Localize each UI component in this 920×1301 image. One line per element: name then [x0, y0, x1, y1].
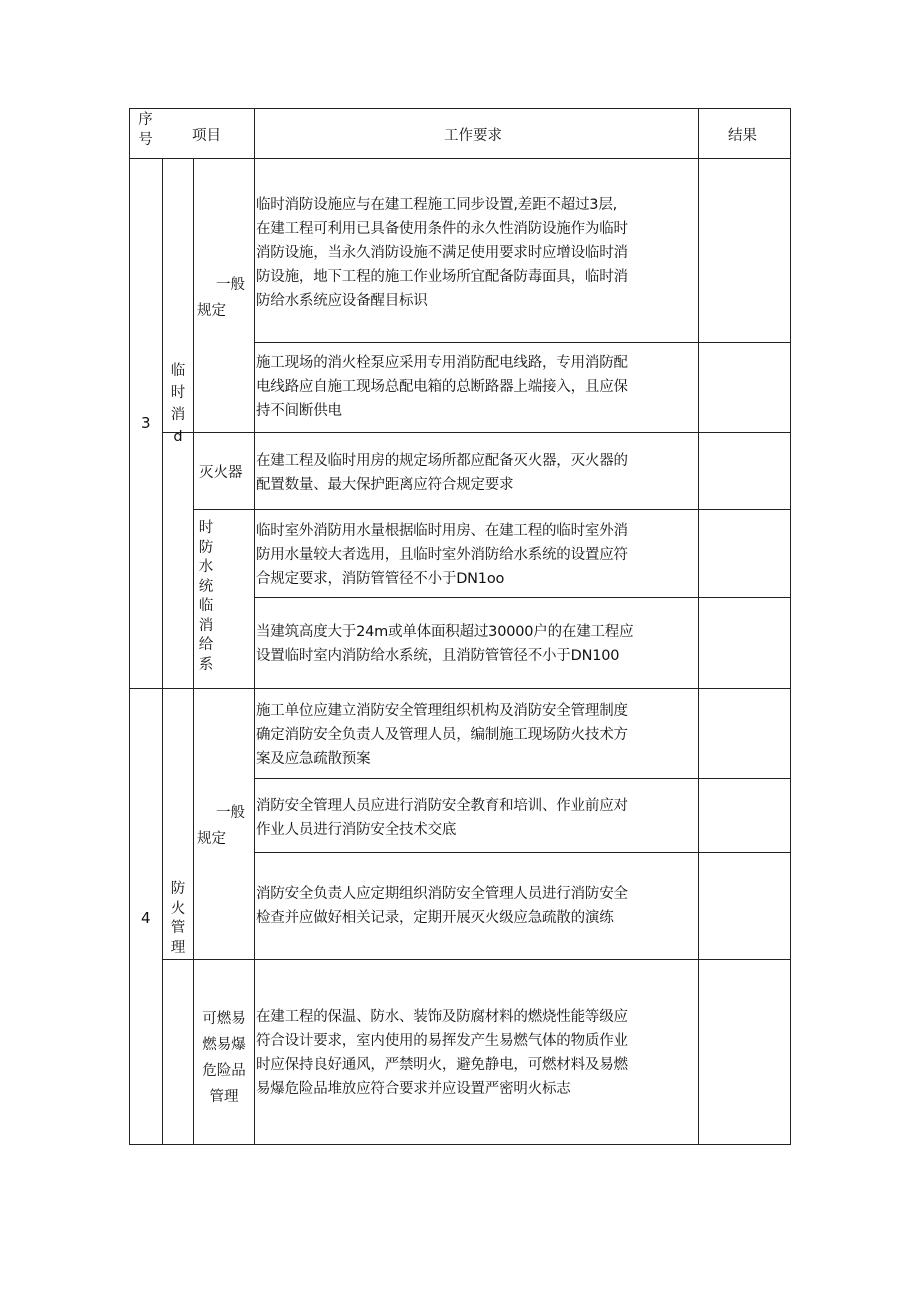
table-border-left: [129, 108, 130, 1145]
group-divider: [162, 959, 791, 960]
row-divider: [254, 597, 791, 598]
group-label-general: 一般 规定: [197, 805, 245, 847]
group-label-water-system: 时 防 水 统 临 消 给 系: [198, 520, 214, 673]
group-label-general: 一般 规定: [197, 277, 245, 319]
section-number: 4: [141, 909, 151, 927]
table-border-bottom: [129, 1144, 791, 1145]
requirement-text: 在建工程及临时用房的规定场所都应配备灭火器，灭火器的 配置数量、最大保护距离应符合规定要求: [256, 453, 628, 493]
header-requirement: 工作要求: [444, 128, 502, 144]
requirement-text: 消防安全管理人员应进行消防安全教育和培训、作业前应对 作业人员进行消防安全技术交底: [256, 798, 628, 838]
row-divider: [254, 852, 791, 853]
header-bottom-line: [129, 158, 791, 159]
requirement-text: 当建筑高度大于24m或单体面积超过30000户的在建工程应 设置临时室内消防给水系统，且消防管管径不小于DN100: [256, 624, 634, 664]
requirement-text: 临时消防设施应与在建工程施工同步设置,差距不超过3层, 在建工程可利用已具备使用条件的永久性消防设施作为临时 消防设施，当永久消防设施不满足使用要求时应增设临时消 防设施，地下工程的施工作业场所宜配备防毒面具，临时消 防给水系统应设备醒目标识: [256, 197, 628, 309]
table-border-top: [129, 108, 791, 109]
requirement-text: 施工现场的消火栓泵应采用专用消防配电线路，专用消防配 电线路应自施工现场总配电箱的总断路器上端接入，且应保 持不间断供电: [256, 355, 628, 419]
col-divider-seq: [162, 158, 163, 1145]
row-divider: [254, 342, 791, 343]
col-divider-item: [254, 108, 255, 1145]
requirement-text: 施工单位应建立消防安全管理组织机构及消防安全管理制度 确定消防安全负责人及管理人员，编制施工现场防火技术方 案及应急疏散预案: [256, 703, 628, 767]
requirement-text: 消防安全负责人应定期组织消防安全管理人员进行消防安全 检查并应做好相关记录，定期开展灭火级应急疏散的演练: [256, 886, 628, 926]
header-item: 项目: [192, 128, 221, 144]
group-label-extinguisher: 灭火器: [199, 465, 243, 481]
section-number: 3: [141, 414, 151, 432]
section-category: 临 时 消 d: [170, 363, 186, 445]
requirement-text: 临时室外消防用水量根据临时用房、在建工程的临时室外消 防用水量较大者选用，且临时室外消防给水系统的设置应符 合规定要求，消防管管径不小于DN1oo: [256, 523, 628, 587]
table-border-right: [790, 108, 791, 1145]
header-result: 结果: [728, 128, 757, 144]
group-divider: [193, 509, 791, 510]
section-category: 防 火 管 理: [170, 881, 186, 956]
requirement-text: 在建工程的保温、防水、装饰及防腐材料的燃烧性能等级应 符合设计要求，室内使用的易挥发产生易燃气体的物质作业 时应保持良好通风，严禁明火，避免静电，可燃材料及易燃 易爆危险品堆放应符合要求并应设置严密明火标志: [256, 1009, 628, 1097]
group-label-flammables: 可燃易 燃易爆 危险品 管理: [202, 1011, 246, 1105]
section-divider: [129, 688, 791, 689]
col-divider-result: [698, 108, 699, 1145]
group-divider: [162, 432, 791, 433]
row-divider: [254, 778, 791, 779]
header-seq: 序 号: [138, 112, 153, 148]
